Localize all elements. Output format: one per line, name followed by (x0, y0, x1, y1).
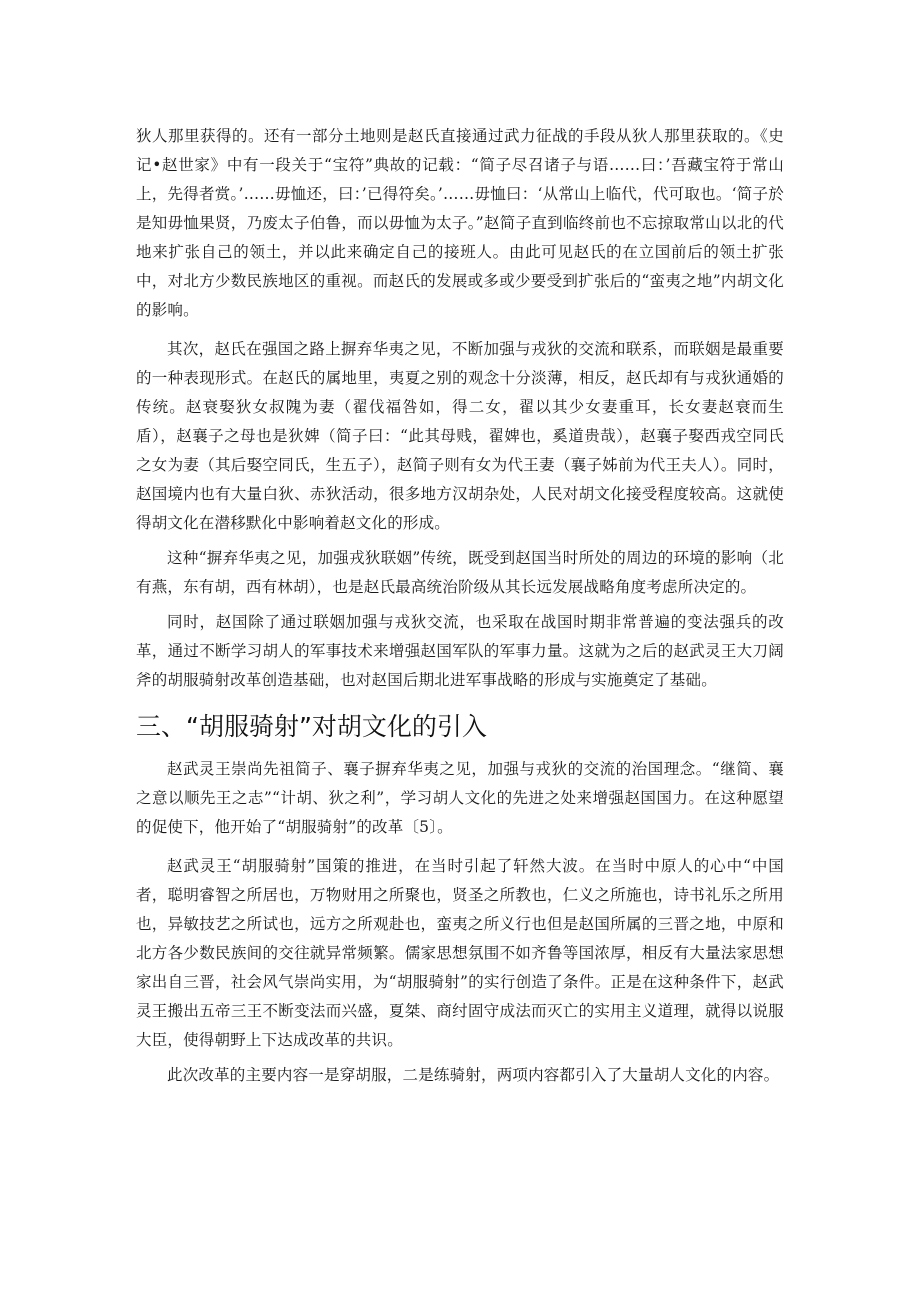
document-page (136, 122, 784, 1090)
paragraph-tradition: 这种“摒弃华夷之见，加强戎狄联姻”传统，既受到赵国当时所处的周边的环境的影响（北有燕，东有胡，西有林胡），也是赵氏最高统治阶级从其长远发展战略角度考虑所决定的。 (136, 549, 784, 596)
paragraph-wuling-ideal: 赵武灵王崇尚先祖简子、襄子摒弃华夷之见，加强与戎狄的交流的治国理念。“继简、襄之意以顺先王之志”“计胡、狄之利”，学习胡人文化的先进之处来增强赵国国力。在这种愿望的促使下，他开始了“胡服骑射”的改革〔5〕。 (136, 760, 784, 836)
paragraph-reform-impact: 赵武灵王“胡服骑射”国策的推进，在当时引起了轩然大波。在当时中原人的心中“中国者，聪明睿智之所居也，万物财用之所聚也，贤圣之所教也，仁义之所施也，诗书礼乐之所用也，异敏技艺之所试也，远方之所观赴也，蛮夷之所义行也但是赵国所属的三晋之地，中原和北方各少数民族间的交往就异常频繁。儒家思想氛围不如齐鲁等国浓厚，相反有大量法家思想家出自三晋，社会风气崇尚实用，为“胡服骑射”的实行创造了条件。正是在这种条件下，赵武灵王搬出五帝三王不断变法而兴盛，夏桀、商纣固守成法而灭亡的实用主义道理，就得以说服大臣，使得朝野上下达成改革的共识。 (136, 857, 784, 1049)
paragraph-military-reform: 同时，赵国除了通过联姻加强与戎狄交流，也采取在战国时期非常普遍的变法强兵的改革，通过不断学习胡人的军事技术来增强赵国军队的军事力量。这就为之后的赵武灵王大刀阔斧的胡服骑射改革创造基础，也对赵国后期北进军事战略的形成与实施奠定了基础。 (136, 613, 784, 689)
paragraph-reform-content: 此次改革的主要内容一是穿胡服，二是练骑射，两项内容都引入了大量胡人文化的内容。 (167, 1066, 780, 1084)
paragraph-continuation: 狄人那里获得的。还有一部分土地则是赵氏直接通过武力征战的手段从狄人那里获取的。《史记•赵世家》中有一段关于“宝符”典故的记载：“简子尽召诸子与语……曰：’吾藏宝符于常山上，先得者赏。’……毋恤还，曰：’已得符矣。’……毋恤曰：‘从常山上临代，代可取也。‘简子於是知毋恤果贤，乃废太子伯鲁，而以毋恤为太子。”赵简子直到临终前也不忘掠取常山以北的代地来扩张自己的领土，并以此来确定自己的接班人。由此可见赵氏的在立国前后的领土扩张中，对北方少数民族地区的重视。而赵氏的发展或多或少要受到扩张后的“蛮夷之地”内胡文化的影响。 (136, 127, 784, 319)
section-heading: 三、“胡服骑射”对胡文化的引入 (136, 712, 487, 741)
paragraph-intermarriage: 其次，赵氏在强国之路上摒弃华夷之见，不断加强与戎狄的交流和联系，而联姻是最重要的一种表现形式。在赵氏的属地里，夷夏之别的观念十分淡薄，相反，赵氏却有与戎狄通婚的传统。赵衰娶狄女叔隗为妻（翟伐福咎如，得二女，翟以其少女妻重耳，长女妻赵衰而生盾），赵襄子之母也是狄婢（简子曰：“此其母贱，翟婢也，奚道贵哉），赵襄子娶西戎空同氏之女为妻（其后娶空同氏，生五子），赵简子则有女为代王妻（襄子姊前为代王夫人）。同时，赵国境内也有大量白狄、赤狄活动，很多地方汉胡杂处，人民对胡文化接受程度较高。这就使得胡文化在潜移默化中影响着赵文化的形成。 (136, 340, 784, 532)
